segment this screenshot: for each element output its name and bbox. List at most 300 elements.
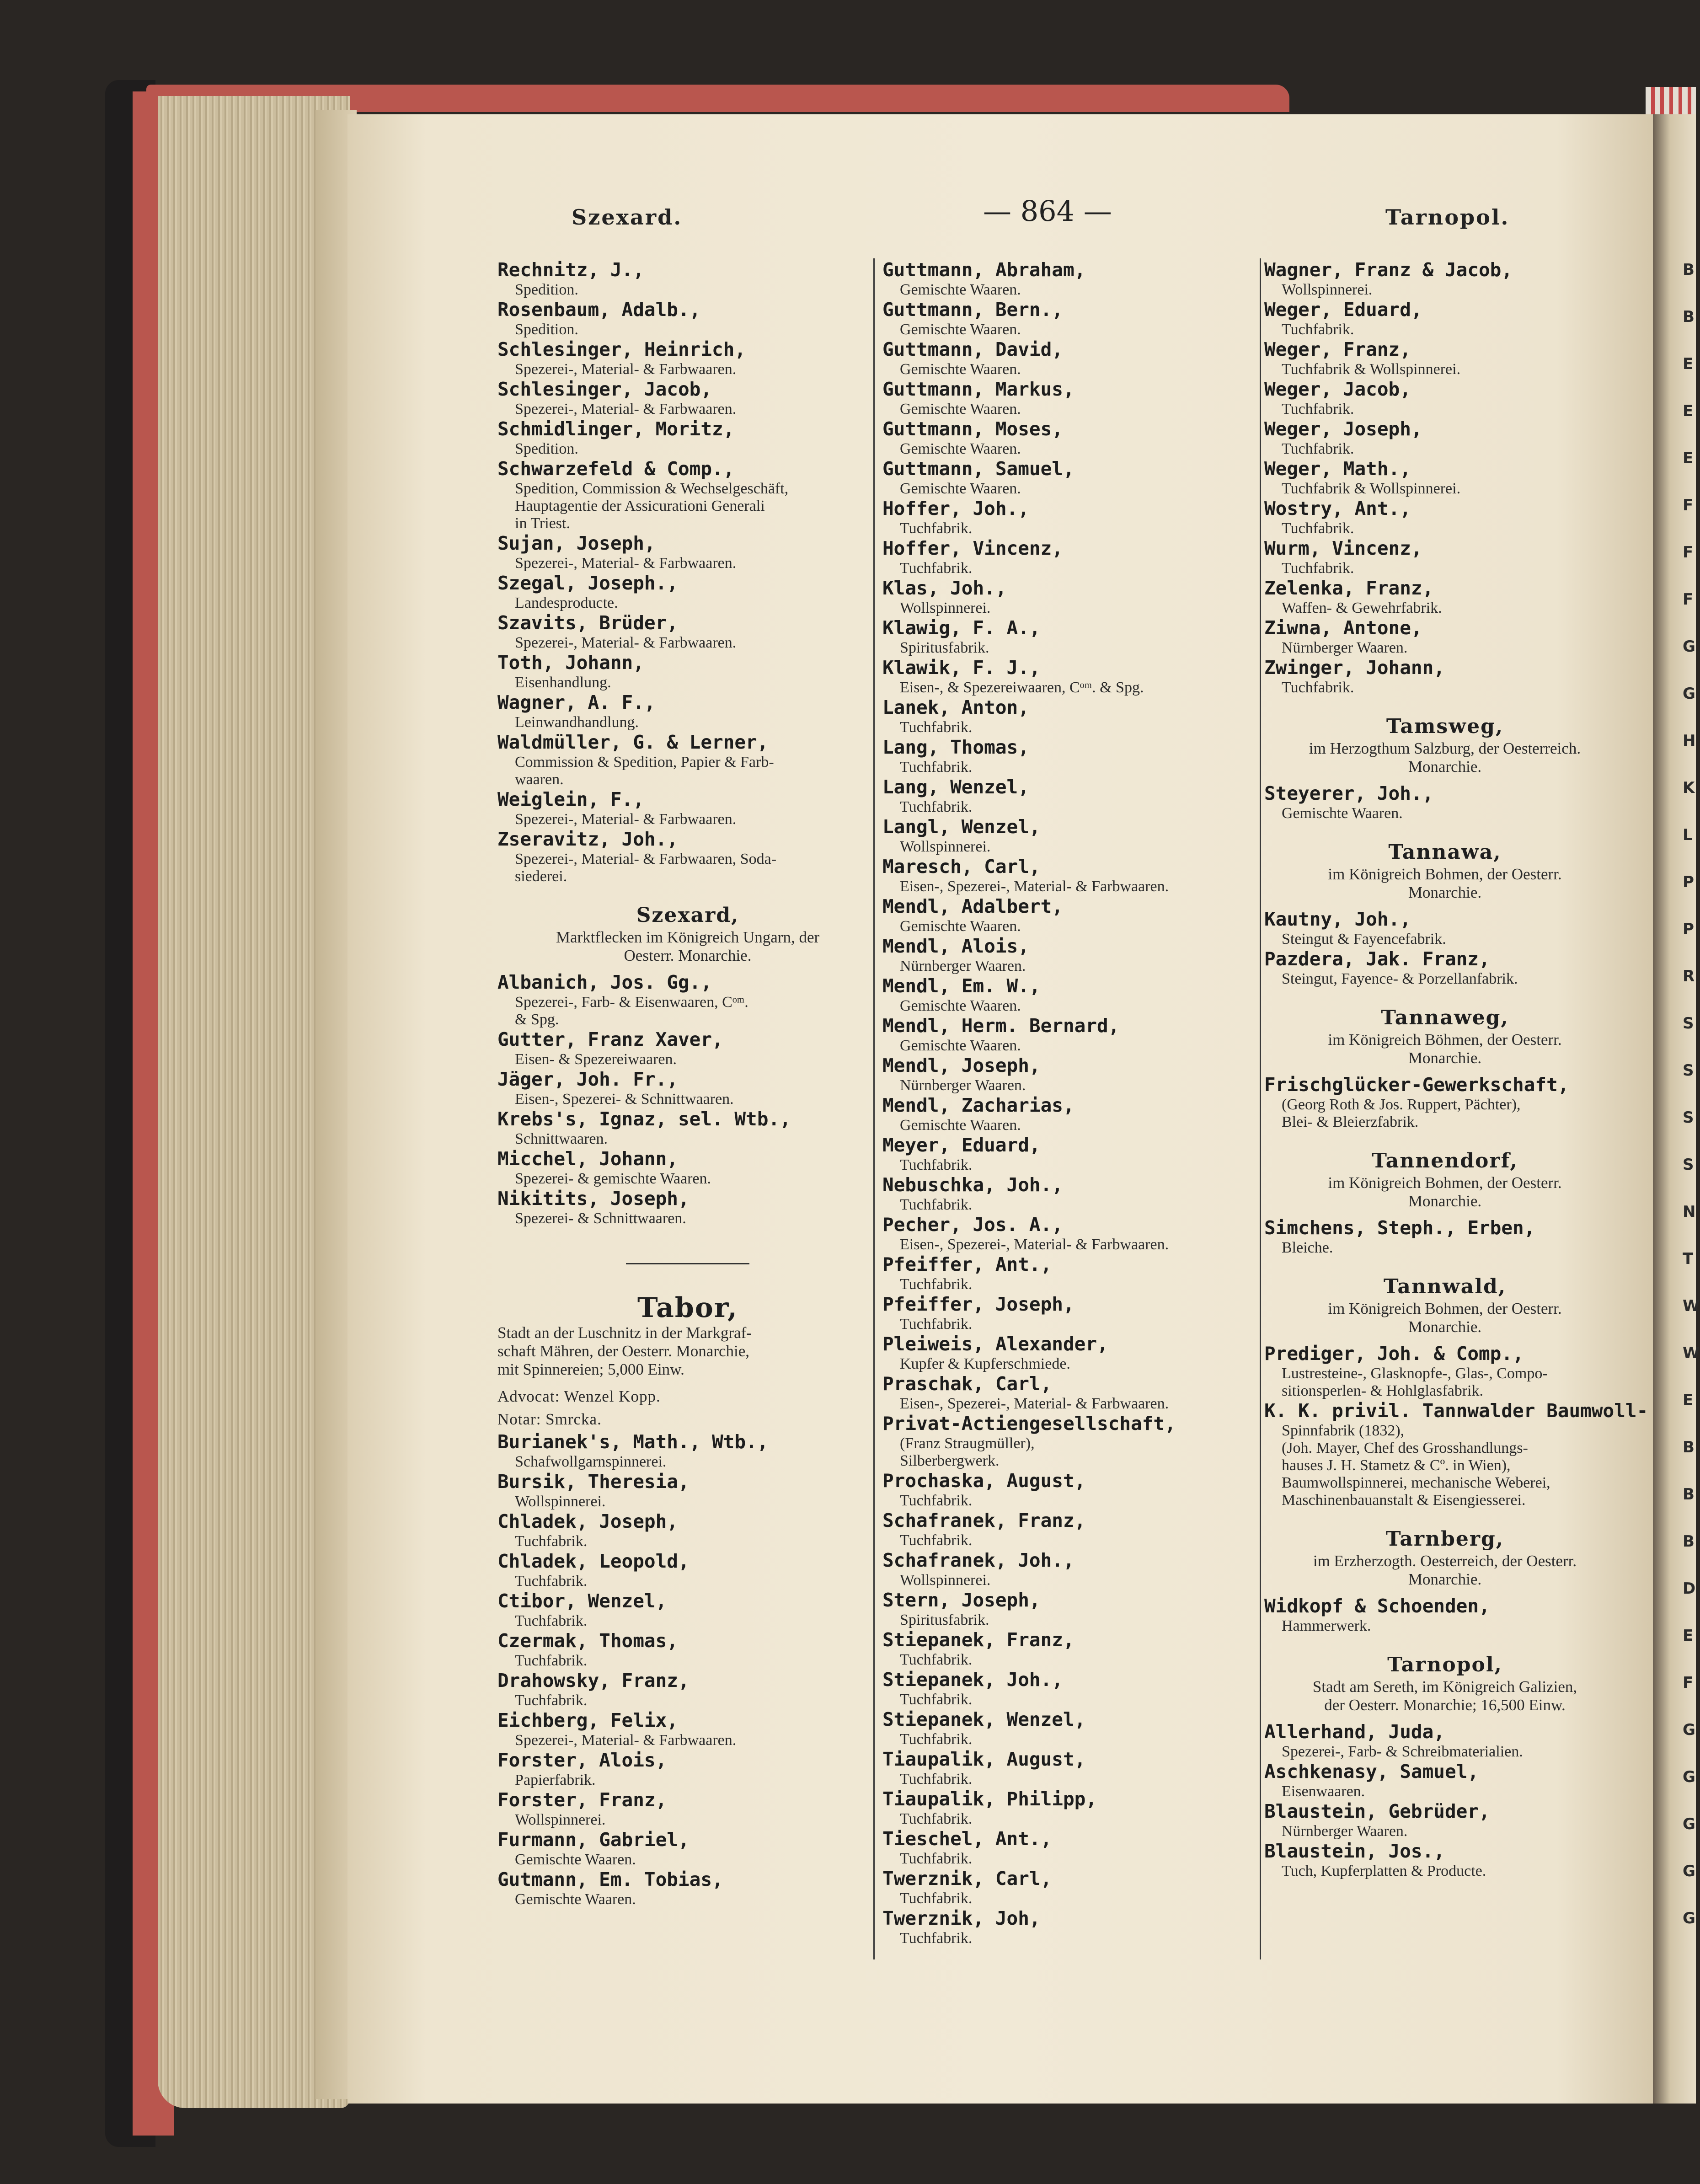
directory-entry [497,299,878,338]
place-heading: Szexard, [636,904,739,927]
entry-description: Tuchfabrik. [1282,520,1354,537]
entry-description: Tuchfabrik. [900,759,973,776]
directory-entry [882,1629,1257,1669]
next-page-letter: E [1683,1391,1694,1409]
directory-entry [882,338,1257,378]
entry-description: Waffen- & Gewehrfabrik. [1282,600,1442,616]
entry-description: Tuchfabrik. [900,1691,973,1708]
entry-description: Gemischte Waaren. [900,401,1021,418]
entry-name: Simchens, Steph., Erben, [1264,1217,1535,1239]
entry-description: Tuchfabrik. [900,1156,973,1173]
entry-description: Kupfer & Kupferschmiede. [900,1355,1070,1372]
entry-description: Tuch, Kupferplatten & Producte. [1282,1863,1486,1879]
entry-name: Nebuschka, Joh., [882,1174,1063,1196]
next-page-letter: P [1683,920,1694,938]
entry-description: Tuchfabrik. [900,1651,973,1668]
entry-name: Tiaupalik, Philipp, [882,1788,1097,1810]
entry-name: Pfeiffer, Ant., [882,1253,1052,1275]
directory-entry [497,1670,878,1709]
entry-description: Tuchfabrik. [900,719,973,736]
directory-entry [882,1708,1257,1748]
entry-description: Gemischte Waaren. [515,1851,636,1868]
directory-entry [882,1373,1257,1413]
place-description-line: Stadt an der Luschnitz in der Markgraf- [497,1324,752,1342]
entry-description: Lustresteine-, Glasknopfe-, Glas-, Compo- [1282,1365,1548,1382]
directory-entry [882,696,1257,736]
entry-description: Tuchfabrik & Wollspinnerei. [1282,480,1461,497]
entry-description: Eisen- & Spezereiwaaren. [515,1051,677,1068]
directory-entry [882,458,1257,498]
place-description-line: im Königreich Bohmen, der Oesterr. [1328,865,1562,883]
directory-entry [882,1470,1257,1510]
directory-entry [1264,1800,1625,1840]
entry-name: Guttmann, Bern., [882,299,1063,321]
next-page-letter: S [1683,1156,1694,1174]
place-description-line: Stadt am Sereth, im Königreich Galizien, [1312,1678,1577,1696]
entry-name: Twerznik, Carl, [882,1868,1052,1890]
directory-entry [1264,577,1625,617]
directory-entry [882,1094,1257,1134]
entry-description: Spezerei-, Material- & Farbwaaren, Soda- [515,851,777,867]
entry-name: Allerhand, Juda, [1264,1721,1445,1743]
directory-entry [882,1748,1257,1788]
directory-entry [497,1789,878,1829]
entry-description: Gemischte Waaren. [900,361,1021,378]
next-page-letter: W [1683,1344,1700,1362]
entry-description: Blei- & Bleierzfabrik. [1282,1113,1419,1130]
entry-description: Gemischte Waaren. [1282,805,1403,822]
entry-name: Toth, Johann, [497,652,644,674]
directory-entry [1264,259,1625,299]
entry-description: & Spg. [515,1011,559,1028]
directory-entry [882,1253,1257,1293]
entry-name: Frischglücker-Gewerkschaft, [1264,1074,1569,1096]
entry-description: Tuchfabrik. [900,1771,973,1788]
entry-description: Tuchfabrik. [1282,560,1354,577]
next-page-letter: B [1683,261,1695,279]
entry-description: Silberbergwerk. [900,1452,1000,1469]
entry-description: Eisenhandlung. [515,674,611,691]
place-description [1264,1552,1625,1589]
entry-name: Maresch, Carl, [882,856,1041,878]
directory-entry [497,1148,878,1188]
column-3 [1264,259,1648,1880]
entry-description: Tuchfabrik. [900,1276,973,1293]
place-heading: Tannawa, [1388,840,1502,864]
entry-description: Nürnberger Waaren. [1282,639,1408,656]
entry-description: Tuchfabrik. [515,1692,588,1709]
entry-description: Baumwollspinnerei, mechanische Weberei, [1282,1474,1550,1491]
place-description [1264,865,1625,902]
entry-name: Forster, Alois, [497,1749,667,1771]
directory-entry [1264,1400,1648,1509]
entry-name: Weger, Franz, [1264,338,1411,360]
entry-name: Zelenka, Franz, [1264,577,1434,599]
entry-list [1264,782,1625,822]
entry-description: Spiritusfabrik. [900,1611,989,1628]
entry-name: Schlesinger, Jacob, [497,378,712,400]
directory-entry [1264,657,1625,696]
entry-name: Rosenbaum, Adalb., [497,299,701,321]
entry-description: Eisen-, Spezerei-, Material- & Farbwaaren. [900,1395,1169,1412]
directory-entry [882,1907,1257,1947]
next-page-letter: F [1683,1674,1694,1692]
entry-name: Eichberg, Felix, [497,1709,678,1731]
entry-description: Gemischte Waaren. [900,480,1021,497]
entry-name: Krebs's, Ignaz, sel. Wtb., [497,1108,791,1130]
next-page-letter: B [1683,1485,1695,1504]
directory-entry [882,1669,1257,1708]
entry-name: Schwarzefeld & Comp., [497,458,735,480]
entry-name: Ctibor, Wenzel, [497,1590,667,1612]
directory-entry [882,498,1257,537]
entry-name: Burianek's, Math., Wtb., [497,1431,769,1453]
entry-description: Leinwandhandlung. [515,714,639,731]
entry-name: Blaustein, Gebrüder, [1264,1800,1490,1822]
entry-name: Wagner, Franz & Jacob, [1264,259,1513,281]
entry-description: Nürnberger Waaren. [900,958,1026,974]
entry-list [1264,1595,1625,1635]
place-description-line: Monarchie. [1408,758,1482,776]
entry-description: Eisen-, Spezerei-, Material- & Farbwaaren. [900,878,1169,895]
place-description-line: schaft Mähren, der Oesterr. Monarchie, [497,1342,750,1360]
running-header-left: Szexard. [572,205,683,230]
entry-list [1264,259,1625,696]
directory-entry [497,1431,878,1471]
entry-name: Schafranek, Franz, [882,1510,1086,1531]
directory-entry [1264,1217,1625,1257]
entry-description: Hammerwerk. [1282,1617,1371,1634]
entry-description: hauses J. H. Stametz & Cº. in Wien), [1282,1457,1511,1474]
next-page-letter: B [1683,1438,1695,1456]
directory-entry [882,1174,1257,1214]
directory-entry [882,418,1257,458]
entry-description: Landesproducte. [515,594,618,611]
entry-name: Privat-Actiengesellschaft, [882,1413,1176,1435]
directory-entry [1264,908,1625,948]
directory-entry [882,1333,1257,1373]
entry-description: Wollspinnerei. [515,1811,606,1828]
directory-entry [497,1108,878,1148]
entry-name: Mendl, Joseph, [882,1055,1041,1076]
entry-name: Prediger, Joh. & Comp., [1264,1343,1524,1365]
directory-entry [497,1188,878,1227]
entry-description: Tuchfabrik. [515,1533,588,1550]
entry-name: Forster, Franz, [497,1789,667,1811]
entry-description: siederei. [515,868,567,885]
entry-name: Stiepanek, Wenzel, [882,1708,1086,1730]
entry-description: Spedition. [515,440,578,457]
next-page-letter: F [1683,496,1694,514]
entry-name: Guttmann, David, [882,338,1063,360]
entry-description: Tuchfabrik. [900,1890,973,1907]
next-page-letter: F [1683,590,1694,609]
entry-name: Gutter, Franz Xaver, [497,1028,723,1050]
next-page-letter: T [1683,1250,1694,1268]
directory-entry [497,1550,878,1590]
entry-name: Weger, Jacob, [1264,378,1411,400]
next-page-letter: G [1683,685,1695,703]
place-heading: Tabor, [637,1292,738,1324]
entry-description: Spinnfabrik (1832), [1282,1422,1405,1439]
entry-description: Tuchfabrik. [1282,679,1354,696]
entry-name: Langl, Wenzel, [882,816,1041,838]
entry-name: Guttmann, Markus, [882,378,1075,400]
entry-name: Pleiweis, Alexander, [882,1333,1108,1355]
place-description [497,1324,878,1379]
entry-list [497,971,878,1227]
entry-name: Wostry, Ant., [1264,498,1411,519]
entry-list [1264,908,1625,988]
entry-name: Bursik, Theresia, [497,1471,690,1493]
entry-description: Tuchfabrik. [1282,440,1354,457]
entry-description: Spezerei-, Material- & Farbwaaren. [515,811,737,828]
entry-name: Albanich, Jos. Gg., [497,971,712,993]
place-heading: Tannendorf, [1372,1149,1518,1172]
next-page-letter: E [1683,1627,1694,1645]
entry-list [1264,1343,1648,1509]
section-divider [626,1263,749,1264]
directory-entry [497,612,878,652]
entry-name: Furmann, Gabriel, [497,1829,690,1851]
place-description-line: im Herzogthum Salzburg, der Oesterreich. [1309,739,1581,757]
entry-name: Schafranek, Joh., [882,1549,1075,1571]
directory-entry [882,1828,1257,1868]
entry-description: Nürnberger Waaren. [1282,1823,1408,1840]
entry-description: Spezerei-, Material- & Farbwaaren. [515,401,737,418]
entry-name: Tiaupalik, August, [882,1748,1086,1770]
entry-description: Schafwollgarnspinnerei. [515,1453,667,1470]
entry-description: Wollspinnerei. [900,838,991,855]
entry-name: Meyer, Eduard, [882,1134,1041,1156]
entry-description: Gemischte Waaren. [900,440,1021,457]
place-description-line: Monarchie. [1408,1192,1482,1210]
next-page-letter: K [1683,779,1695,797]
place-heading: Tarnberg, [1385,1527,1504,1551]
place-description [497,928,878,965]
entry-name: Mendl, Alois, [882,935,1029,957]
next-page-letter: E [1683,402,1694,420]
entry-name: K. K. privil. Tannwalder Baumwoll- [1264,1400,1648,1422]
entry-name: Guttmann, Abraham, [882,259,1086,281]
directory-entry [497,1630,878,1670]
entry-name: Czermak, Thomas, [497,1630,678,1652]
entry-description: Tuchfabrik. [515,1573,588,1590]
next-page-letter: W [1683,1297,1700,1315]
next-page-letter: L [1683,826,1693,844]
directory-entry [882,776,1257,816]
entry-name: Steyerer, Joh., [1264,782,1434,804]
place-description-line: im Königreich Böhmen, der Oesterr. [1328,1031,1562,1049]
entry-description: Spezerei-, Material- & Farbwaaren. [515,555,737,572]
place-description-line: Monarchie. [1408,1318,1482,1336]
entry-name: Zseravitz, Joh., [497,828,678,850]
entry-description: Wollspinnerei. [900,600,991,616]
directory-entry [497,532,878,572]
place-description [1264,1678,1625,1714]
directory-entry [497,828,878,885]
directory-entry [497,971,878,1028]
place-heading: Tannaweg, [1381,1006,1509,1029]
advocat-line: Advocat: Wenzel Kopp. [497,1387,661,1405]
directory-entry [497,1510,878,1550]
place-description [1264,1300,1625,1336]
directory-entry [1264,498,1625,537]
bookmark-ribbon [1646,87,1696,114]
place-description [1264,1174,1625,1210]
entry-name: Wagner, A. F., [497,691,656,713]
entry-name: Weger, Eduard, [1264,299,1422,321]
directory-entry [497,458,878,532]
directory-entry [882,856,1257,895]
entry-description: Tuchfabrik. [515,1652,588,1669]
directory-entry [882,1214,1257,1253]
column-1 [497,259,878,1908]
directory-entry [1264,418,1625,458]
entry-name: Drahowsky, Franz, [497,1670,690,1692]
entry-name: Widkopf & Schoenden, [1264,1595,1490,1617]
directory-entry [882,895,1257,935]
directory-entry [882,975,1257,1015]
entry-name: Mendl, Em. W., [882,975,1041,997]
directory-entry [1264,458,1625,498]
directory-entry [497,1829,878,1868]
directory-entry [497,338,878,378]
directory-entry [1264,1761,1625,1800]
entry-description: Spezerei-, Farb- & Eisenwaaren, Cᵒᵐ. [515,994,748,1011]
entry-list [1264,1217,1625,1257]
entry-name: Chladek, Leopold, [497,1550,690,1572]
entry-description: Gemischte Waaren. [900,1117,1021,1134]
place-description [1264,739,1625,776]
directory-entry [497,1749,878,1789]
entry-description: Papierfabrik. [515,1772,596,1788]
entry-description: Tuchfabrik. [900,1532,973,1549]
entry-name: Prochaska, August, [882,1470,1086,1492]
entry-description: Tuchfabrik. [900,1196,973,1213]
next-page-letter: E [1683,355,1694,373]
directory-entry [1264,1343,1625,1400]
entry-name: Micchel, Johann, [497,1148,678,1170]
entry-description: Tuchfabrik. [900,1850,973,1867]
directory-entry [882,378,1257,418]
entry-name: Schlesinger, Heinrich, [497,338,746,360]
entry-description: Spezerei-, Material- & Farbwaaren. [515,361,737,378]
entry-description: Tuchfabrik. [900,1492,973,1509]
entry-description: Spezerei-, Material- & Farbwaaren. [515,1732,737,1749]
place-heading: Tarnopol, [1387,1653,1502,1676]
directory-entry [1264,1840,1625,1880]
entry-description: Tuchfabrik. [1282,401,1354,418]
entry-name: Hoffer, Vincenz, [882,537,1063,559]
entry-description: Gemischte Waaren. [900,997,1021,1014]
directory-entry [882,1413,1257,1470]
entry-name: Weger, Joseph, [1264,418,1422,440]
place-heading: Tamsweg, [1386,715,1504,738]
next-page-letter: E [1683,449,1694,467]
next-page-letter: G [1683,1768,1695,1786]
entry-name: Mendl, Zacharias, [882,1094,1075,1116]
entry-description: Wollspinnerei. [1282,281,1373,298]
entry-description: (Franz Straugmüller), [900,1435,1035,1452]
place-description-line: im Erzherzogth. Oesterreich, der Oesterr. [1313,1552,1577,1570]
entry-list [497,1431,878,1908]
entry-description: Spezerei- & Schnittwaaren. [515,1210,686,1227]
entry-description: Eisenwaaren. [1282,1783,1365,1800]
entry-name: Ziwna, Antone, [1264,617,1422,639]
entry-description: Hauptagentie der Assicurationi Generali [515,498,765,514]
directory-entry [882,577,1257,617]
directory-entry [1264,537,1625,577]
entry-description: Gemischte Waaren. [900,1037,1021,1054]
entry-description: Tuchfabrik. [900,560,973,577]
entry-name: Hoffer, Joh., [882,498,1029,519]
directory-entry [497,572,878,612]
entry-name: Szegal, Joseph., [497,572,678,594]
directory-entry [497,652,878,691]
directory-entry [882,1015,1257,1055]
directory-entry [497,418,878,458]
directory-entry [497,1590,878,1630]
next-page-letter: D [1683,1579,1696,1598]
entry-description: Spezerei-, Material- & Farbwaaren. [515,634,737,651]
entry-name: Kautny, Joh., [1264,908,1411,930]
directory-entry [497,691,878,731]
directory-entry [1264,782,1625,822]
entry-name: Tieschel, Ant., [882,1828,1052,1850]
entry-description: Tuchfabrik. [900,1930,973,1947]
entry-description: Eisen-, Spezerei-, Material- & Farbwaaren. [900,1236,1169,1253]
next-page-letter: G [1683,1862,1695,1880]
entry-name: Pazdera, Jak. Franz, [1264,948,1490,970]
place-description-line: im Königreich Bohmen, der Oesterr. [1328,1174,1562,1192]
entry-description: Spezerei-, Farb- & Schreibmaterialien. [1282,1743,1523,1760]
entry-description: Eisen-, Spezerei- & Schnittwaaren. [515,1091,734,1108]
entry-name: Blaustein, Jos., [1264,1840,1445,1862]
next-page-letter: S [1683,1014,1694,1033]
entry-description: Gemischte Waaren. [515,1891,636,1908]
column-rule-2 [1260,258,1261,1959]
entry-description: Tuchfabrik. [1282,321,1354,338]
directory-entry [1264,299,1625,338]
directory-entry [497,1028,878,1068]
next-page-letter: G [1683,1721,1695,1739]
directory-entry [882,1510,1257,1549]
next-page-letter: F [1683,543,1694,562]
entry-description: Spedition. [515,281,578,298]
entry-name: Twerznik, Joh, [882,1907,1041,1929]
entry-description: Tuchfabrik. [515,1612,588,1629]
directory-entry [497,731,878,788]
entry-description: Tuchfabrik & Wollspinnerei. [1282,361,1461,378]
entry-name: Klas, Joh., [882,577,1007,599]
directory-entry [882,1589,1257,1629]
directory-entry [1264,338,1625,378]
place-description-line: der Oesterr. Monarchie; 16,500 Einw. [1324,1696,1566,1714]
next-page-letter: H [1683,732,1696,750]
next-page-letter: B [1683,308,1695,326]
entry-name: Stiepanek, Franz, [882,1629,1075,1651]
entry-name: Guttmann, Moses, [882,418,1063,440]
entry-name: Pfeiffer, Joseph, [882,1293,1075,1315]
directory-entry [497,378,878,418]
place-description-line: im Königreich Bohmen, der Oesterr. [1328,1300,1562,1317]
directory-entry [497,788,878,828]
next-page-letter: R [1683,967,1695,985]
directory-entry [882,537,1257,577]
directory-entry [882,736,1257,776]
entry-description: Wollspinnerei. [900,1572,991,1589]
